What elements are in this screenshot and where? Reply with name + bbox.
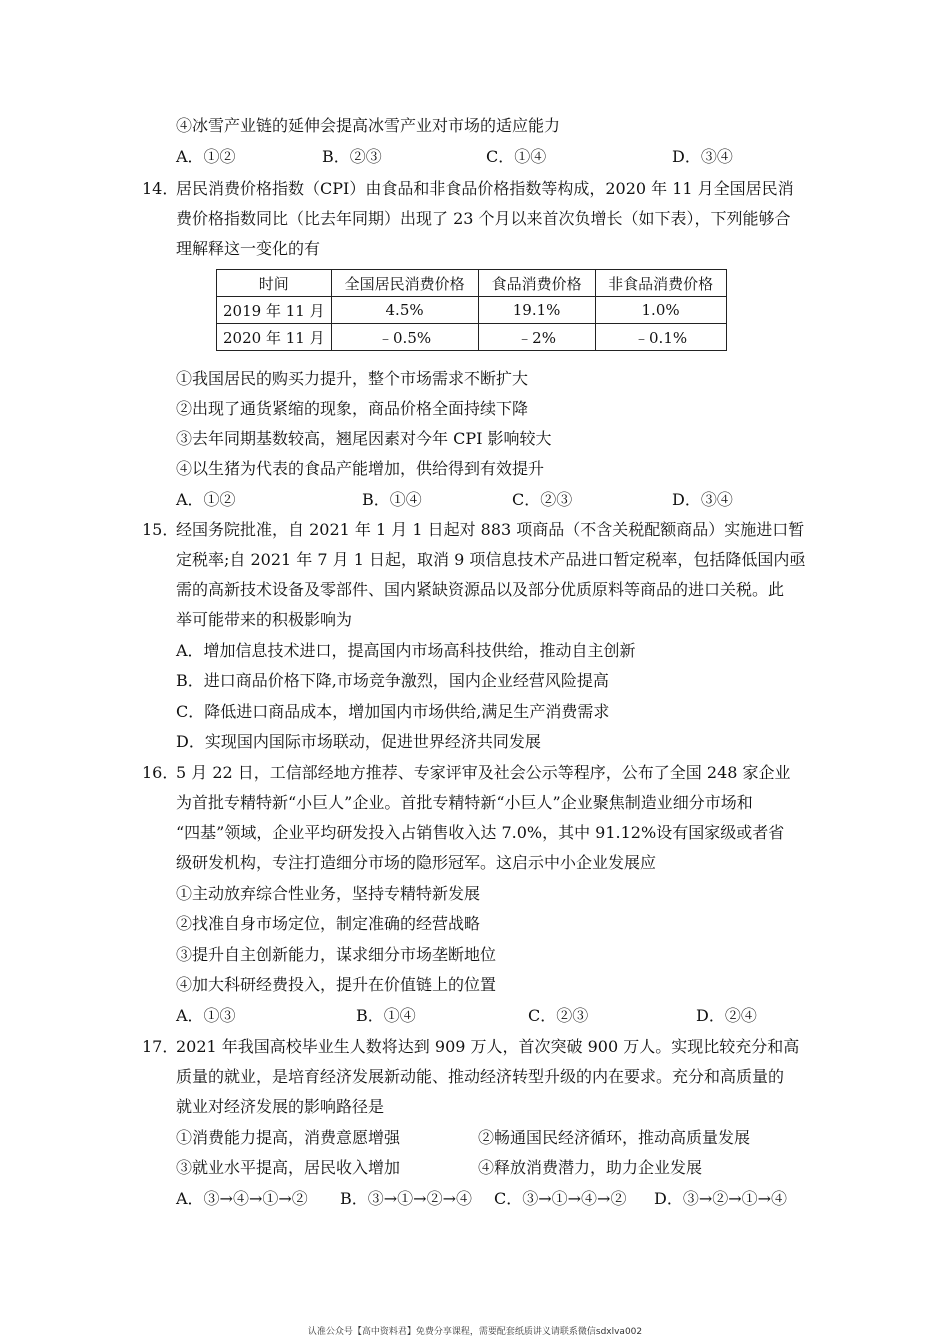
q17-number: 17． bbox=[142, 1037, 179, 1056]
q14-statement-4: ④以生猪为代表的食品产能增加，供给得到有效提升 bbox=[176, 459, 545, 478]
q15-option-c: C．降低进口商品成本，增加国内市场供给,满足生产消费需求 bbox=[176, 702, 610, 721]
table-row bbox=[217, 324, 727, 351]
q14-number: 14． bbox=[142, 179, 179, 198]
q14-stem-line-2: 费价格指数同比（比去年同期）出现了 23 个月以来首次负增长（如下表），下列能够合 bbox=[176, 209, 791, 228]
table-cell: ﹣2% bbox=[478, 324, 595, 351]
q17-stem-line-2: 质量的就业，是培育经济发展新动能、推动经济转型升级的内在要求。充分和高质量的 bbox=[176, 1067, 785, 1086]
q15-stem-line-3: 需的高新技术设备及零部件、国内紧缺资源品以及部分优质原料等商品的进口关税。此 bbox=[176, 580, 785, 599]
q13-option-c: C．①④ bbox=[486, 147, 547, 166]
q13-option-b: B．②③ bbox=[322, 147, 382, 166]
q16-option-a: A．①③ bbox=[176, 1006, 236, 1025]
q16-stem-line-2: 为首批专精特新“小巨人”企业。首批专精特新“小巨人”企业聚焦制造业细分市场和 bbox=[176, 793, 753, 812]
cpi-header-nonfood: 非食品消费价格 bbox=[595, 270, 726, 297]
q14-option-c: C．②③ bbox=[512, 490, 573, 509]
q16-statement-2: ②找准自身市场定位，制定准确的经营战略 bbox=[176, 914, 481, 933]
q13-option-d: D．③④ bbox=[672, 147, 733, 166]
q15-stem-line-1: 经国务院批准，自 2021 年 1 月 1 日起对 883 项商品（不含关税配额商品）实施进口暂 bbox=[176, 520, 805, 539]
q16-option-c: C．②③ bbox=[528, 1006, 589, 1025]
q14-statement-2: ②出现了通货紧缩的现象，商品价格全面持续下降 bbox=[176, 399, 529, 418]
q17-option-b: B．③→①→②→④ bbox=[340, 1189, 472, 1208]
q17-statement-2: ②畅通国民经济循环，推动高质量发展 bbox=[478, 1128, 751, 1147]
table-cell: 19.1% bbox=[478, 297, 595, 324]
q15-option-b: B．进口商品价格下降,市场竞争激烈，国内企业经营风险提高 bbox=[176, 671, 609, 690]
q17-statement-3: ③就业水平提高，居民收入增加 bbox=[176, 1158, 401, 1177]
table-cell: 4.5% bbox=[331, 297, 478, 324]
q14-statement-3: ③去年同期基数较高，翘尾因素对今年 CPI 影响较大 bbox=[176, 429, 552, 448]
q14-stem-line-1: 居民消费价格指数（CPI）由食品和非食品价格指数等构成，2020 年 11 月全国居民消 bbox=[176, 179, 794, 198]
table-cell: 2020 年 11 月 bbox=[217, 324, 332, 351]
q13-option-a: A．①② bbox=[176, 147, 236, 166]
q16-statement-3: ③提升自主创新能力，谋求细分市场垄断地位 bbox=[176, 945, 497, 964]
q17-stem-line-3: 就业对经济发展的影响路径是 bbox=[176, 1097, 385, 1116]
table-cell: 1.0% bbox=[595, 297, 726, 324]
table-cell: 2019 年 11 月 bbox=[217, 297, 332, 324]
page-footer: 认准公众号【高中资料君】免费分享课程，需要配套纸质讲义请联系微信sdxlva002 bbox=[307, 1327, 643, 1337]
q17-option-a: A．③→④→①→② bbox=[176, 1189, 308, 1208]
q15-number: 15． bbox=[142, 520, 179, 539]
q17-option-c: C．③→①→④→② bbox=[494, 1189, 627, 1208]
q17-stem-line-1: 2021 年我国高校毕业生人数将达到 909 万人，首次突破 900 万人。实现比较充分和高 bbox=[176, 1037, 800, 1056]
q15-option-d: D．实现国内国际市场联动，促进世界经济共同发展 bbox=[176, 732, 541, 751]
q15-stem-line-2: 定税率;自 2021 年 7 月 1 日起，取消 9 项信息技术产品进口暂定税率，包括降低国内亟 bbox=[176, 550, 806, 569]
q14-statement-1: ①我国居民的购买力提升，整个市场需求不断扩大 bbox=[176, 369, 529, 388]
table-cell: ﹣0.5% bbox=[331, 324, 478, 351]
q16-number: 16． bbox=[142, 763, 179, 782]
cpi-table-header-row bbox=[217, 270, 727, 297]
q16-option-b: B．①④ bbox=[356, 1006, 416, 1025]
q17-statement-4: ④释放消费潜力，助力企业发展 bbox=[478, 1158, 703, 1177]
q14-option-d: D．③④ bbox=[672, 490, 733, 509]
q16-stem-line-4: 级研发机构，专注打造细分市场的隐形冠军。这启示中小企业发展应 bbox=[176, 853, 657, 872]
q14-stem-line-3: 理解释这一变化的有 bbox=[176, 239, 321, 258]
q16-stem-line-3: “四基”领域，企业平均研发投入占销售收入达 7.0%，其中 91.12%设有国家级或者省 bbox=[176, 823, 785, 842]
q14-option-b: B．①④ bbox=[362, 490, 422, 509]
cpi-header-national: 全国居民消费价格 bbox=[331, 270, 478, 297]
cpi-header-time: 时间 bbox=[217, 270, 332, 297]
q14-option-a: A．①② bbox=[176, 490, 236, 509]
q16-statement-1: ①主动放弃综合性业务，坚持专精特新发展 bbox=[176, 884, 481, 903]
q17-statement-1: ①消费能力提高，消费意愿增强 bbox=[176, 1128, 401, 1147]
q15-option-a: A．增加信息技术进口，提高国内市场高科技供给，推动自主创新 bbox=[176, 641, 636, 660]
cpi-header-food: 食品消费价格 bbox=[478, 270, 595, 297]
q13-statement-4: ④冰雪产业链的延伸会提高冰雪产业对市场的适应能力 bbox=[176, 116, 561, 135]
table-row bbox=[217, 297, 727, 324]
q16-option-d: D．②④ bbox=[696, 1006, 757, 1025]
cpi-table bbox=[216, 269, 727, 351]
q16-statement-4: ④加大科研经费投入，提升在价值链上的位置 bbox=[176, 975, 497, 994]
q17-option-d: D．③→②→①→④ bbox=[654, 1189, 788, 1208]
q15-stem-line-4: 举可能带来的积极影响为 bbox=[176, 610, 353, 629]
table-cell: ﹣0.1% bbox=[595, 324, 726, 351]
q16-stem-line-1: 5 月 22 日，工信部经地方推荐、专家评审及社会公示等程序，公布了全国 248 家企业 bbox=[176, 763, 791, 782]
